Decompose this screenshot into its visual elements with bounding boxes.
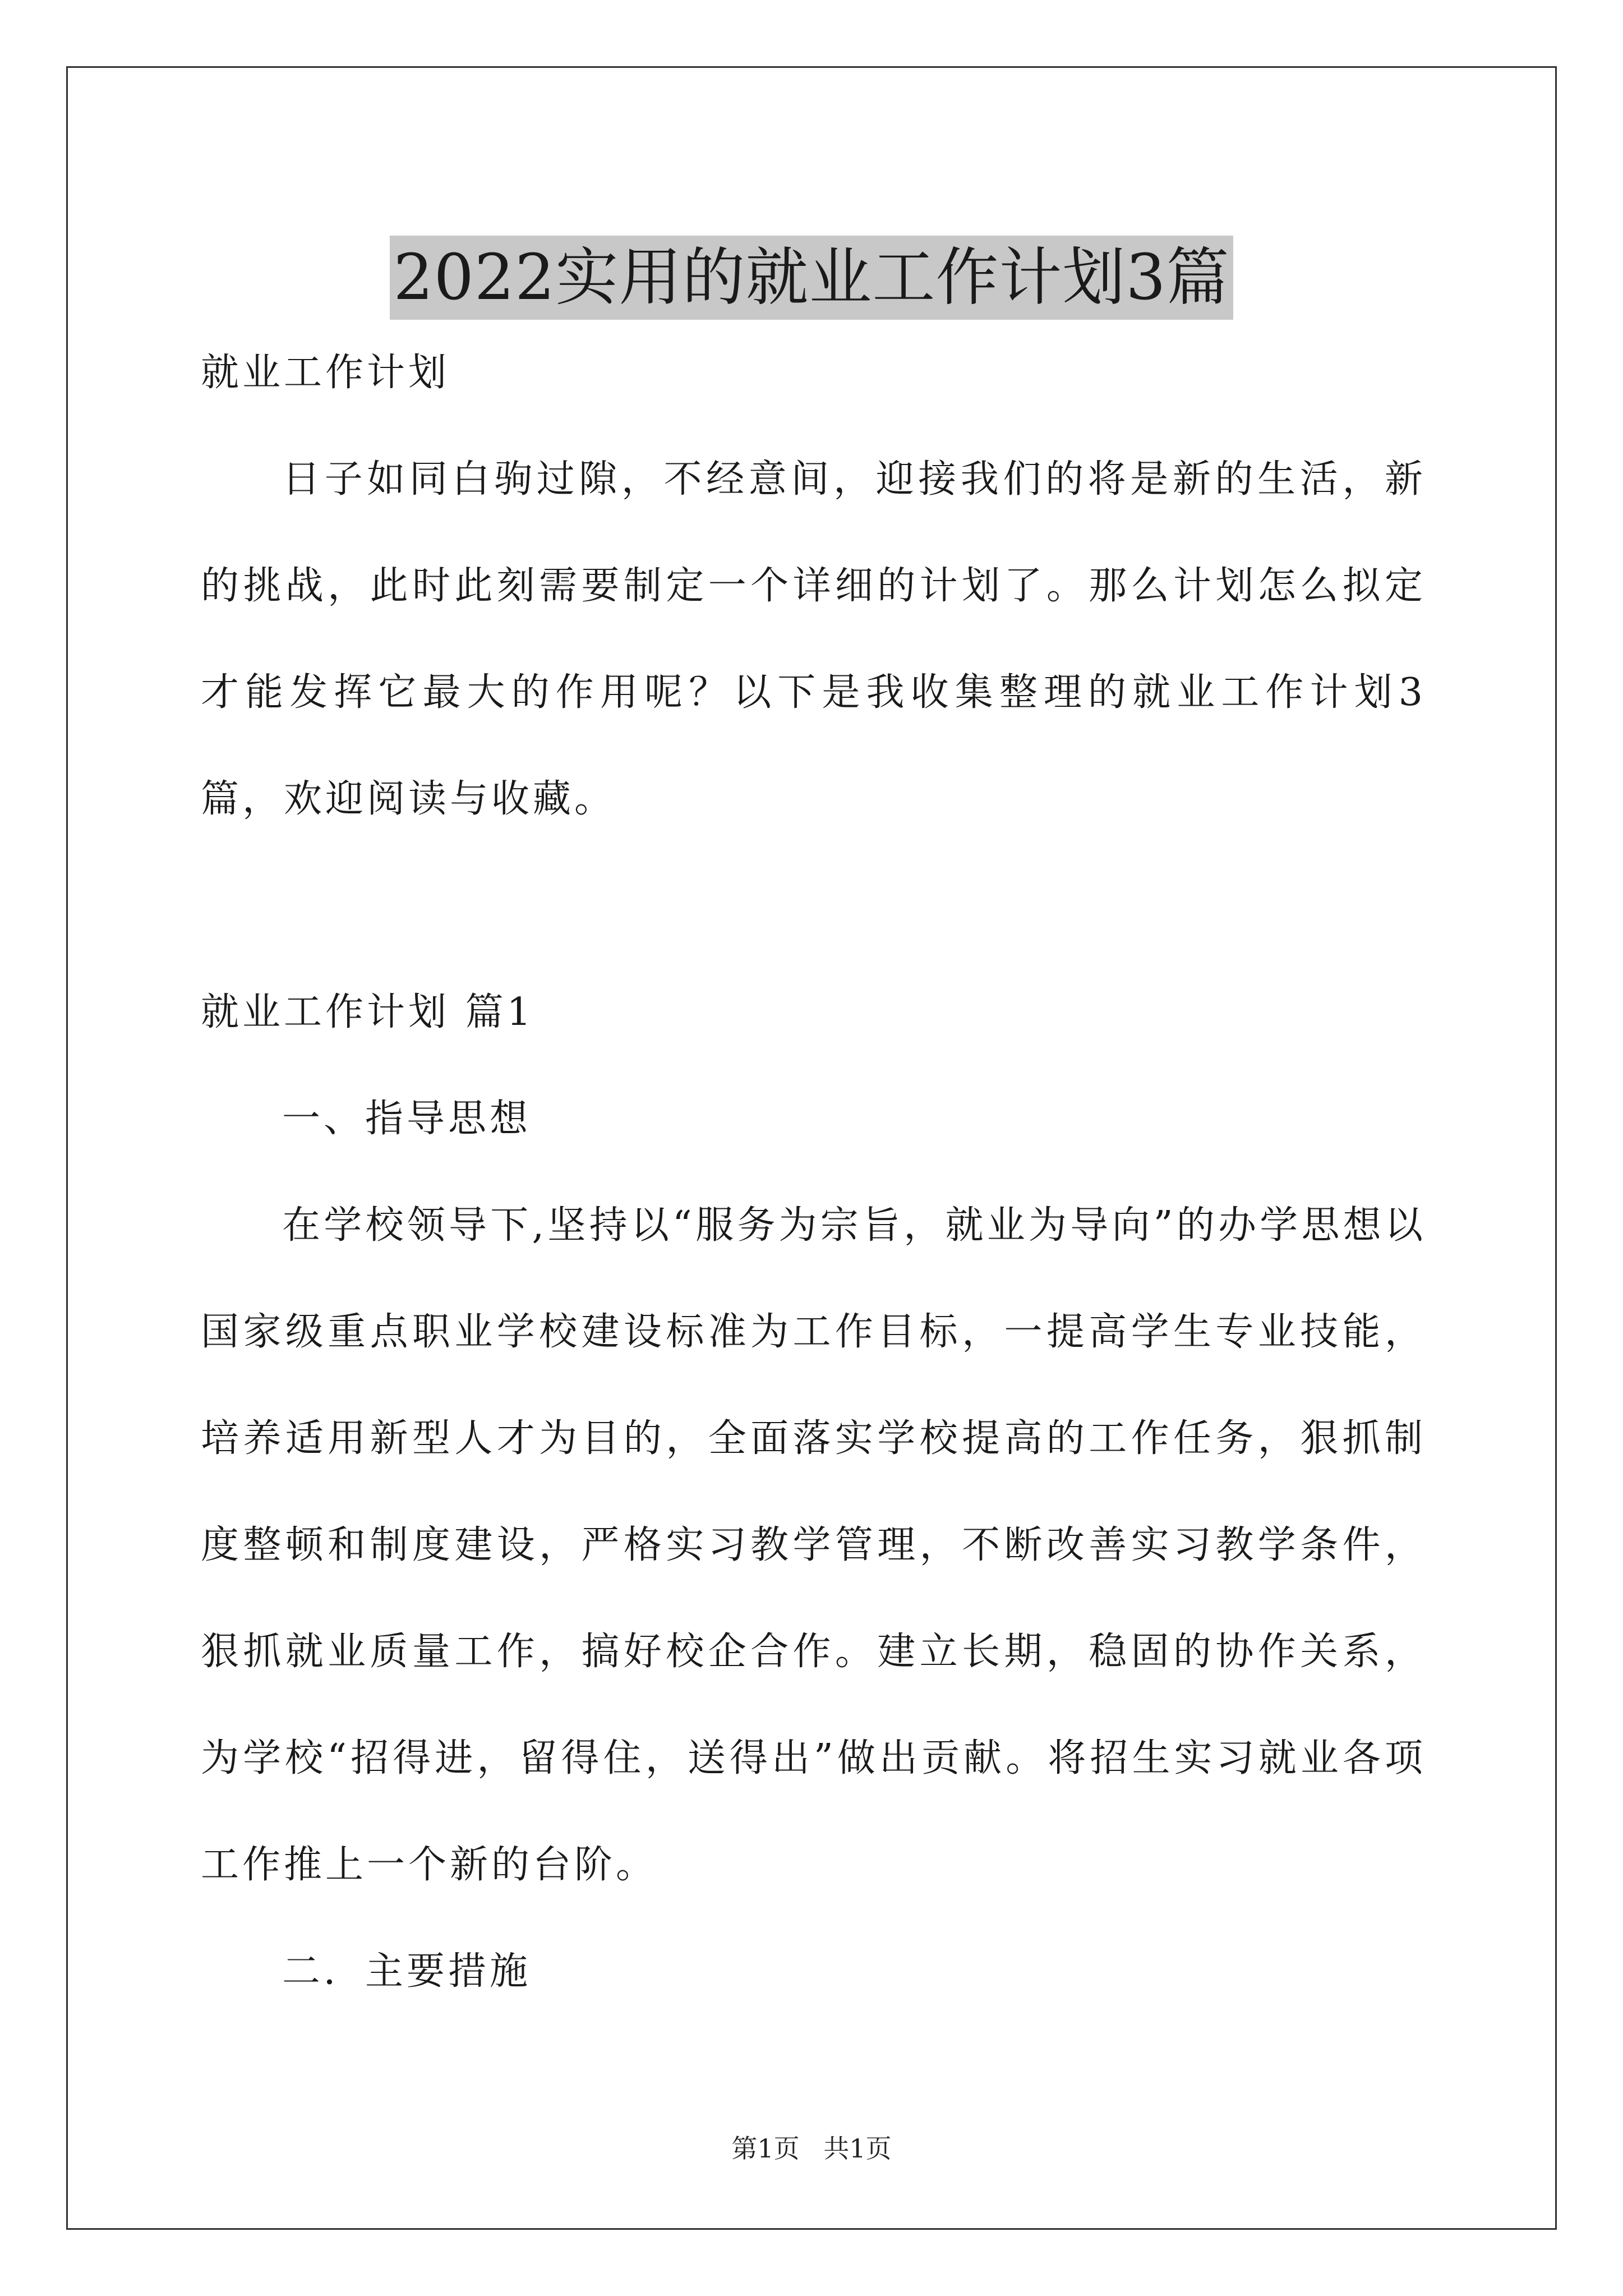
section-heading: 就业工作计划 篇1 — [201, 990, 534, 1034]
document-title: 2022实用的就业工作计划3篇 — [390, 236, 1233, 320]
subsection-heading: 二．主要措施 — [282, 1949, 532, 1994]
page-total: 共1页 — [823, 2133, 892, 2164]
subsection-heading: 一、指导思想 — [282, 1097, 532, 1141]
page-number: 第1页 — [731, 2133, 800, 2164]
body-paragraph: 就业工作计划 — [201, 351, 450, 395]
page-footer — [0, 2132, 1623, 2165]
body-paragraph: 在学校领导下,坚持以“服务为宗旨，就业为导向”的办学思想以国家级重点职业学校建设标准为工作目标，一提高学生专业技能，培养适用新型人才为目的，全面落实学校提高的工作任务，狠抓制度整顿和制度建设，严格实习教学管理，不断改善实习教学条件，狠抓就业质量工作，搞好校企合作。建立长期，稳固的协作关系，为学校“招得进，留得住，送得出”做出贡献。将招生实习就业各项工作推上一个新的台阶。 — [201, 1203, 1426, 1887]
document-body — [201, 320, 1426, 2025]
body-paragraph: 日子如同白驹过隙，不经意间，迎接我们的将是新的生活，新的挑战，此时此刻需要制定一个详细的计划了。那么计划怎么拟定才能发挥它最大的作用呢？以下是我收集整理的就业工作计划3篇，欢迎阅读与收藏。 — [201, 457, 1426, 821]
